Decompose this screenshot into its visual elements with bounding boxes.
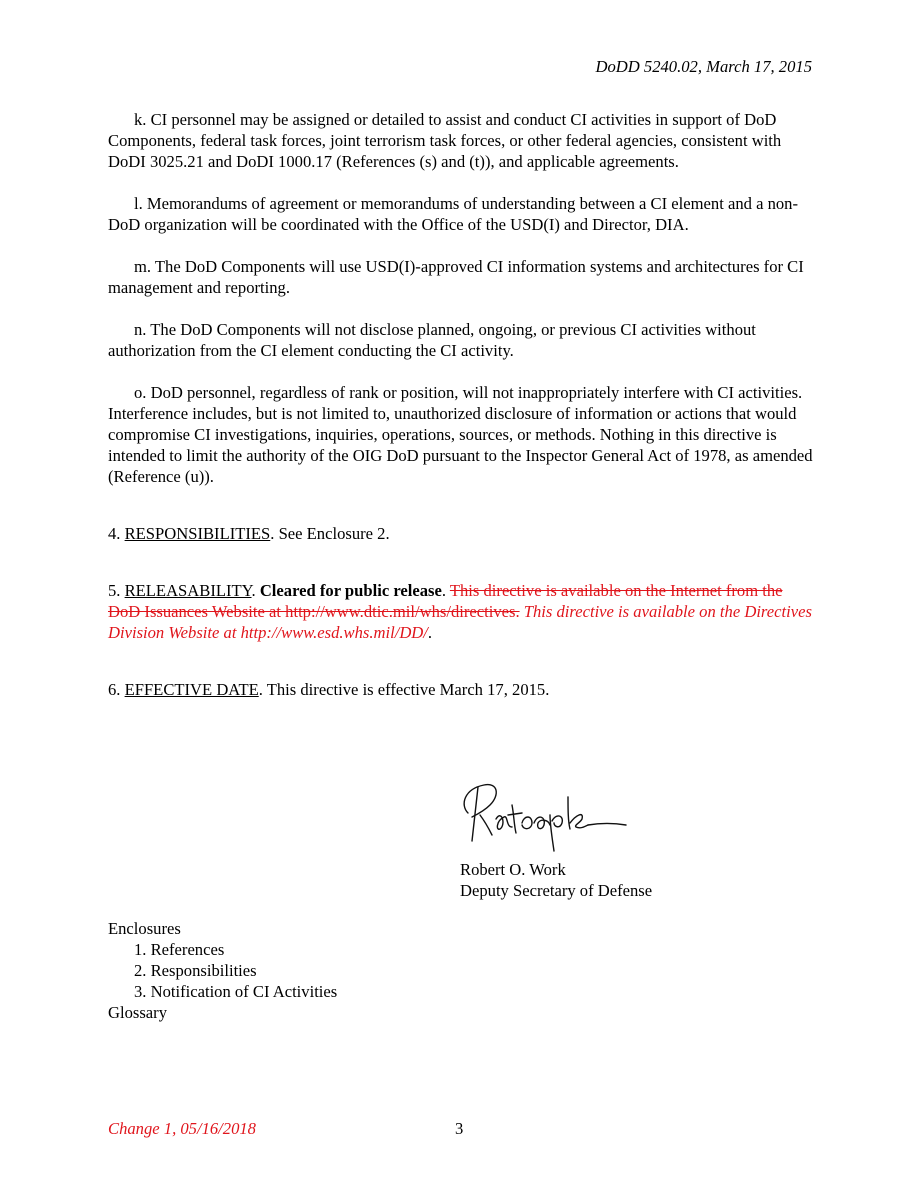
enclosure-item: 3. Notification of CI Activities: [134, 982, 338, 1001]
section-number: 5.: [108, 581, 125, 600]
change-notice: Change 1, 05/16/2018: [108, 1119, 256, 1138]
paragraph-o: o. DoD personnel, regardless of rank or position, will not inappropriately interfere with CI activities. Interference includes, but is not limited to, unauthorized disclosure of information or actions that would compromise CI investigations, inquiries, operations, sources, or methods. Nothing in this directive is intended to limit the authority of the OIG DoD pursuant to the Inspector General Act of 1978, as amended (Reference (u)).: [108, 383, 813, 486]
section-number: 4.: [108, 524, 125, 543]
document-reference-header: DoDD 5240.02, March 17, 2015: [595, 57, 812, 76]
section-text: . See Enclosure 2.: [270, 524, 390, 543]
document-body: [108, 109, 818, 722]
section-heading: RESPONSIBILITIES: [124, 524, 271, 543]
inserted-text: This directive is available on the Directives Division Website at http://www.esd.whs.mil/DD/: [108, 602, 812, 642]
section-heading: RELEASABILITY: [124, 581, 252, 600]
glossary-label: Glossary: [108, 1003, 167, 1022]
enclosure-item: 2. Responsibilities: [134, 961, 257, 980]
paragraph-k: k. CI personnel may be assigned or detailed to assist and conduct CI activities in support of DoD Components, federal task forces, joint terrorism task forces, or other federal agencies, consistent with DoDI 3025.21 and DoDI 1000.17 (References (s) and (t)), and applicable agreements.: [108, 110, 782, 171]
page-number: 3: [455, 1119, 464, 1138]
enclosures-list: [108, 918, 337, 1023]
handwritten-signature: [450, 775, 640, 855]
section-number: 6.: [108, 680, 125, 699]
separator: .: [441, 581, 450, 600]
enclosure-item: 1. References: [134, 940, 225, 959]
struck-text: This directive is available on the Internet from the DoD Issuances Website at http://www.dtic.mil/whs/directives.: [108, 581, 783, 621]
section-text: . This directive is effective March 17, 2015.: [258, 680, 550, 699]
section-6-effective-date: [108, 679, 818, 700]
signer-title: Deputy Secretary of Defense: [460, 881, 653, 900]
section-4-responsibilities: [108, 523, 818, 544]
paragraph-m: m. The DoD Components will use USD(I)-approved CI information systems and architectures for CI management and reporting.: [108, 257, 804, 297]
enclosures-heading: Enclosures: [108, 919, 181, 938]
paragraph-n: n. The DoD Components will not disclose planned, ongoing, or previous CI activities without authorization from the CI element conducting the CI activity.: [108, 320, 756, 360]
section-5-releasability: [108, 580, 818, 643]
separator: .: [251, 581, 260, 600]
period: .: [427, 623, 433, 642]
public-release-statement: Cleared for public release: [259, 581, 442, 600]
paragraph-l: l. Memorandums of agreement or memorandums of understanding between a CI element and a non-DoD organization will be coordinated with the Office of the USD(I) and Director, DIA.: [108, 194, 799, 234]
section-heading: EFFECTIVE DATE: [124, 680, 259, 699]
signer-name: Robert O. Work: [460, 860, 566, 879]
signature-block: [460, 775, 780, 901]
